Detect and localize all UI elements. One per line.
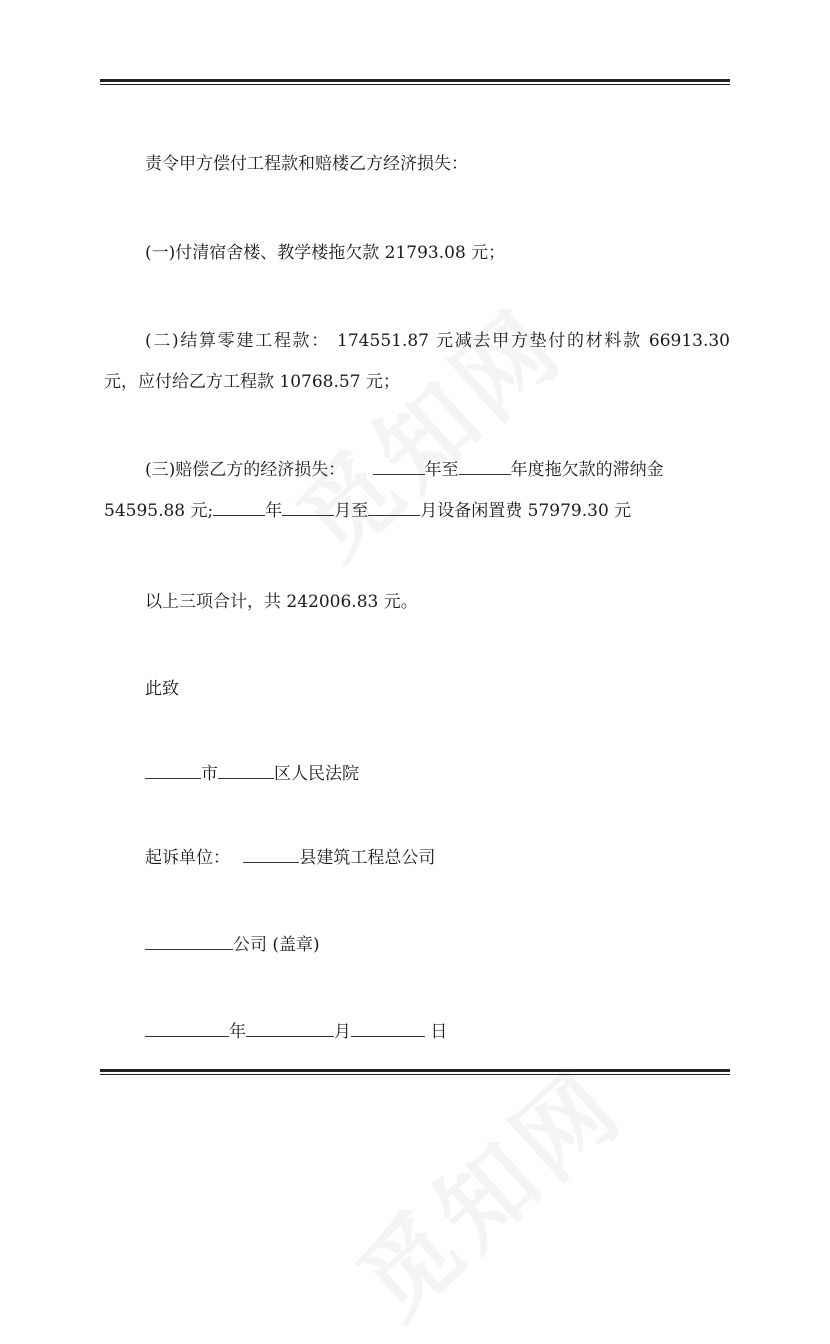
- blank-field: [213, 501, 265, 516]
- blank-field: [145, 1022, 229, 1037]
- seal-label: 公司 (盖章): [233, 935, 320, 955]
- item-3-year-to: 年至: [424, 460, 459, 480]
- blank-field: [282, 501, 334, 516]
- intro-paragraph: 责令甲方偿付工程款和赔楼乙方经济损失：: [145, 154, 468, 174]
- court-line: [145, 763, 771, 785]
- date-day: 日: [430, 1022, 448, 1042]
- item-3-equipment: 月设备闲置费 57979.30 元: [420, 501, 632, 521]
- blank-field: [246, 1022, 334, 1037]
- blank-field: [218, 764, 274, 779]
- blank-field: [243, 848, 299, 863]
- item-3-line-1: [145, 459, 771, 481]
- seal-line: [145, 934, 771, 956]
- header-rule: [100, 79, 730, 85]
- item-3-amount: 54595.88 元;: [104, 501, 214, 521]
- blank-field: [145, 935, 233, 950]
- item-3-year-overdue: 年度拖欠款的滞纳金: [510, 460, 664, 480]
- plaintiff-label: 起诉单位：: [145, 848, 230, 868]
- item-1: (一)付清宿舍楼、教学楼拖欠款 21793.08 元；: [145, 243, 506, 263]
- blank-field: [145, 764, 201, 779]
- total-line: 以上三项合计，共 242006.83 元。: [145, 592, 418, 612]
- plaintiff-name: 县建筑工程总公司: [299, 848, 436, 868]
- court-name: 区人民法院: [274, 764, 359, 784]
- watermark-2: [324, 1033, 648, 1344]
- date-year: 年: [229, 1022, 246, 1042]
- salutation: 此致: [145, 679, 179, 699]
- blank-field: [368, 501, 420, 516]
- date-line: [145, 1021, 771, 1043]
- item-3-year: 年: [265, 501, 283, 521]
- item-2-line-2: 元，应付给乙方工程款 10768.57 元；: [104, 372, 400, 392]
- watermark: [264, 273, 588, 584]
- court-city: 市: [201, 764, 218, 784]
- blank-field: [351, 1022, 425, 1037]
- item-3-month-to: 月至: [334, 501, 369, 521]
- plaintiff-line: [145, 847, 771, 869]
- blank-field: [459, 460, 511, 475]
- item-2-line-1: (二)结算零建工程款： 174551.87 元减去甲方垫付的材料款 66913.30: [145, 331, 730, 351]
- blank-field: [373, 460, 425, 475]
- item-3-line-2: [104, 500, 730, 522]
- footer-rule: [100, 1069, 730, 1075]
- item-3-prefix: (三)赔偿乙方的经济损失：: [145, 460, 346, 480]
- date-month: 月: [334, 1022, 351, 1042]
